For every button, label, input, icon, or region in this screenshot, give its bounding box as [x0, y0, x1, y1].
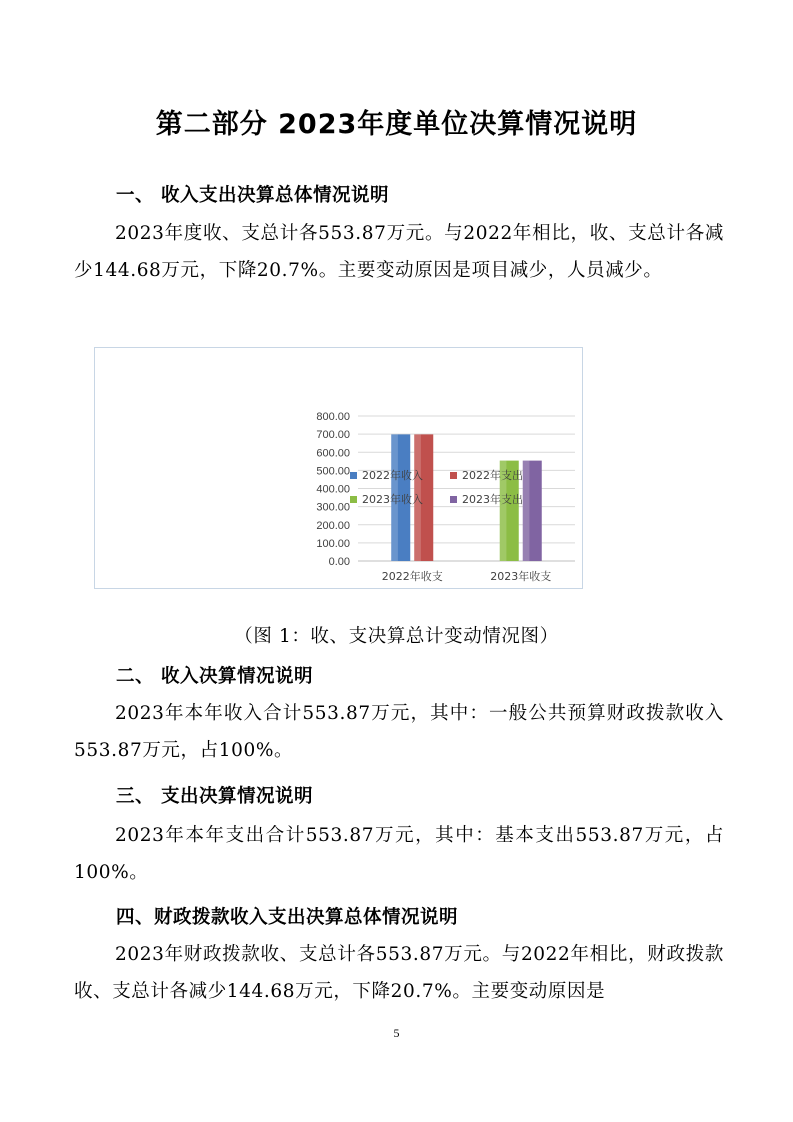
y-tick-label: 300.00	[316, 501, 350, 514]
legend-label: 2023年支出	[462, 493, 523, 506]
section-heading-1: 一、 收入支出决算总体情况说明	[116, 185, 389, 206]
section-paragraph-3	[74, 818, 724, 891]
paragraph-text: 2023年本年支出合计553.87万元，其中：基本支出553.87万元，占100%。	[74, 825, 724, 883]
section-heading-2: 二、 收入决算情况说明	[116, 666, 313, 687]
page-title: 第二部分 2023年度单位决算情况说明	[155, 109, 638, 140]
section-heading-3: 三、 支出决算情况说明	[116, 786, 313, 807]
bar-highlight	[523, 461, 530, 561]
y-tick-label: 400.00	[316, 483, 350, 496]
bar-chart	[94, 347, 583, 589]
legend-swatch	[350, 496, 357, 503]
y-tick-label: 600.00	[316, 447, 350, 460]
section-heading-4: 四、财政拨款收入支出决算总体情况说明	[116, 907, 459, 928]
y-tick-label: 0.00	[328, 556, 350, 568]
paragraph-text: 2023年本年收入合计553.87万元，其中：一般公共预算财政拨款收入553.87万元，占100%。	[74, 703, 724, 761]
legend-label: 2022年收入	[362, 469, 423, 482]
x-tick-label: 2022年收支	[381, 570, 443, 583]
page-number: 5	[393, 1026, 400, 1040]
y-tick-label: 700.00	[316, 429, 350, 442]
figure-caption: （图 1：收、支决算总计变动情况图）	[234, 626, 559, 647]
legend-swatch	[450, 472, 457, 479]
x-tick-label: 2023年收支	[490, 570, 552, 583]
legend-label: 2023年收入	[362, 493, 423, 506]
y-tick-label: 200.00	[316, 519, 350, 532]
paragraph-text: 2023年财政拨款收、支总计各553.87万元。与2022年相比，财政拨款收、支总计各减少144.68万元，下降20.7%。主要变动原因是	[74, 944, 724, 1002]
legend-swatch	[450, 496, 457, 503]
y-tick-label: 100.00	[316, 537, 350, 550]
paragraph-text: 2023年度收、支总计各553.87万元。与2022年相比，收、支总计各减少144.68万元，下降20.7%。主要变动原因是项目减少，人员减少。	[74, 223, 724, 281]
legend-swatch	[350, 472, 357, 479]
section-paragraph-1	[74, 216, 724, 289]
chart-canvas	[95, 348, 582, 588]
y-tick-label: 800.00	[316, 411, 350, 423]
legend-label: 2022年支出	[462, 469, 523, 482]
section-paragraph-4	[74, 937, 724, 1010]
section-paragraph-2	[74, 696, 724, 769]
y-tick-label: 500.00	[316, 465, 350, 478]
